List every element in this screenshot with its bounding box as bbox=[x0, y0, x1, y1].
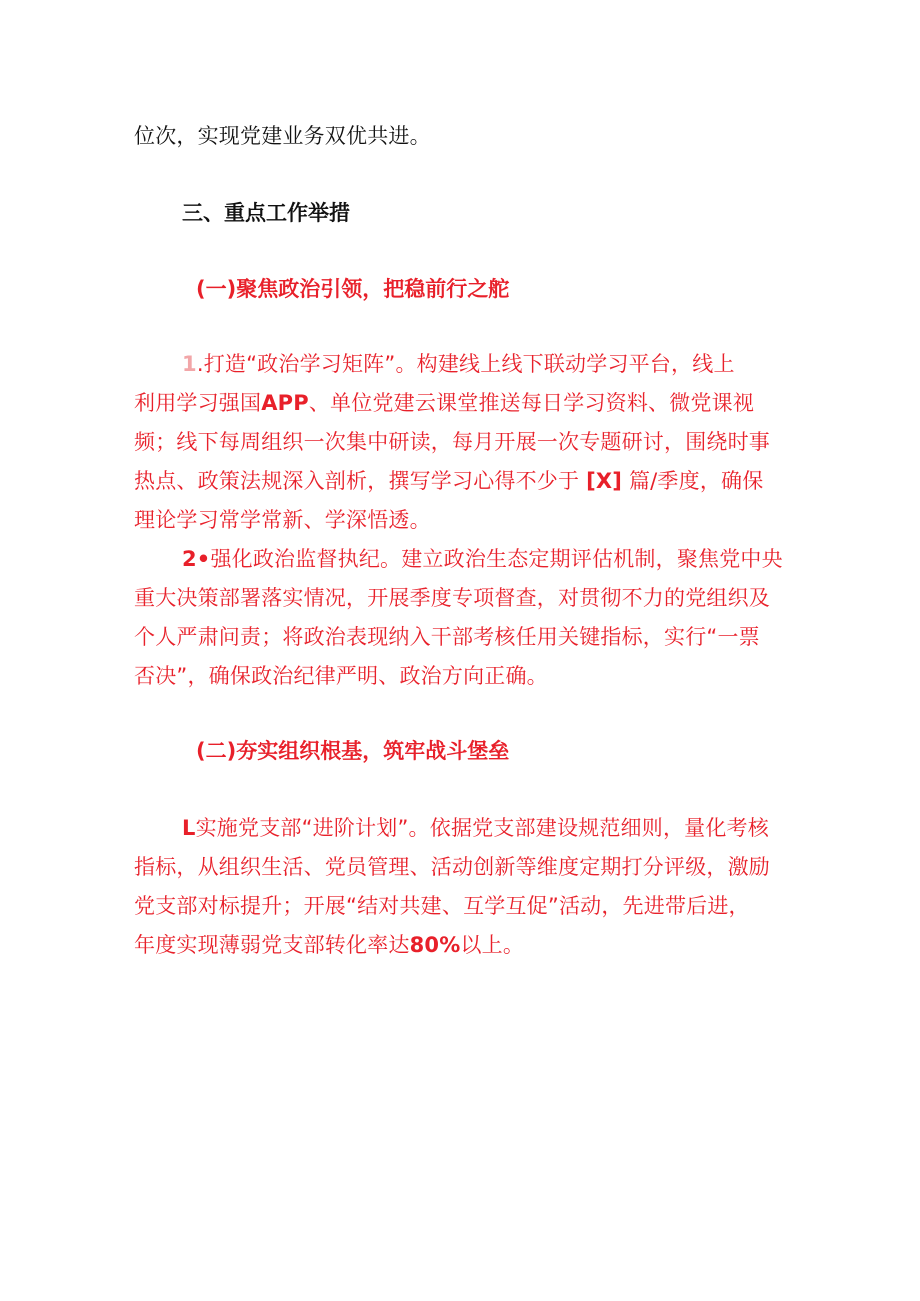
item-1-1-line-4 bbox=[134, 462, 763, 500]
item-1-1-text-4c: 篇/季度，确保 bbox=[622, 469, 764, 493]
item-2-1-number: L bbox=[182, 816, 196, 840]
item-1-1-text-c: 、单位党建云课堂推送每日学习资料、微党课视 bbox=[308, 391, 755, 415]
item-1-1-app: APP bbox=[261, 391, 309, 415]
section-heading: 三、重点工作举措 bbox=[182, 201, 350, 225]
item-1-1-text-a: 利用学习强国 bbox=[134, 391, 262, 415]
item-2-1-line-4 bbox=[134, 926, 524, 964]
item-1-1-text-4a: 热点、政策法规深入剖析，撰写学习心得不少于 bbox=[134, 469, 587, 493]
item-1-2-line-3: 个人严肃问责；将政治表现纳入干部考核任用关键指标，实行“一票 bbox=[134, 625, 760, 649]
item-1-1-line-1 bbox=[182, 345, 735, 383]
item-1-1-line-3: 频；线下每周组织一次集中研读，每月开展一次专题研讨，围绕时事 bbox=[134, 430, 770, 454]
item-2-1-text-4a: 年度实现薄弱党支部转化率达 bbox=[134, 933, 410, 957]
item-1-1-line-5: 理论学习常学常新、学深悟透。 bbox=[134, 508, 431, 532]
item-2-1-percent: 80% bbox=[409, 933, 461, 957]
item-2-1-line-3: 党支部对标提升；开展“结对共建、互学互促”活动，先进带后进， bbox=[134, 894, 750, 918]
item-1-1-number: 1 bbox=[182, 352, 197, 376]
intro-line: 位次，实现党建业务双优共进。 bbox=[134, 124, 431, 148]
item-1-2-line-4: 否决”，确保政治纪律严明、政治方向正确。 bbox=[134, 664, 548, 688]
item-1-2-line-2: 重大决策部署落实情况，开展季度专项督查，对贯彻不力的党组织及 bbox=[134, 586, 770, 610]
item-1-1-placeholder-x: [X] bbox=[586, 469, 623, 493]
subsection-1-heading: (一)聚焦政治引领，把稳前行之舵 bbox=[196, 277, 510, 301]
item-1-1-line-2 bbox=[134, 384, 754, 422]
item-2-1-line-1 bbox=[182, 809, 769, 847]
item-2-1-text-4c: 以上。 bbox=[460, 933, 525, 957]
item-1-1-title: .打造“政治学习矩阵”。构建线上线下联动学习平台，线上 bbox=[196, 352, 735, 376]
item-2-1-line-2: 指标，从组织生活、党员管理、活动创新等维度定期打分评级，激励 bbox=[134, 855, 770, 879]
item-1-2-line-1 bbox=[182, 540, 783, 578]
item-1-2-number: 2• bbox=[182, 547, 211, 571]
subsection-2-heading: (二)夯实组织根基，筑牢战斗堡垒 bbox=[196, 739, 510, 763]
item-2-1-text-1: 实施党支部“进阶计划”。依据党支部建设规范细则，量化考核 bbox=[195, 816, 769, 840]
item-1-2-text-1: 强化政治监督执纪。建立政治生态定期评估机制，聚焦党中央 bbox=[210, 547, 783, 571]
